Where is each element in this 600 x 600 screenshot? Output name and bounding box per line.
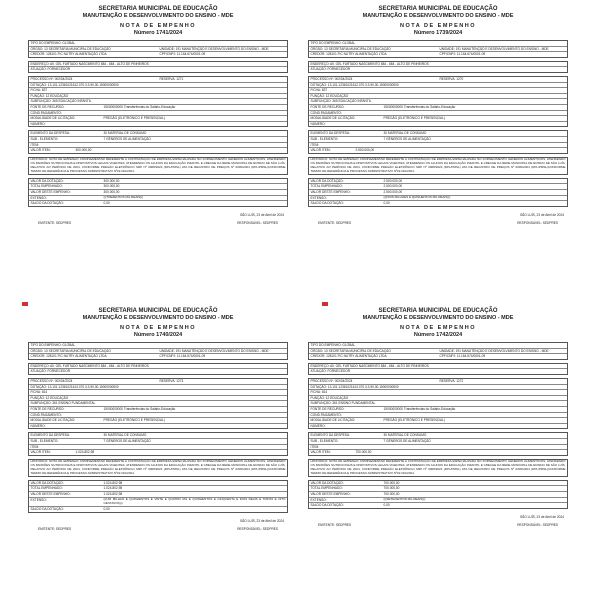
document-header xyxy=(308,6,568,37)
header-line-1: SECRETARIA MUNICIPAL DE EDUCAÇÃO xyxy=(98,308,218,314)
nota-de-empenho-page xyxy=(28,6,288,288)
credor-box xyxy=(28,40,288,58)
orgao: ÓRGÃO: 13 SECRETARIA MUNICIPAL DE EDUCAÇÃO xyxy=(30,46,111,51)
funcao: FUNÇÃO: 12 EDUCAÇÃO xyxy=(310,93,349,98)
signature-line xyxy=(28,221,288,225)
signature-line xyxy=(308,221,568,225)
elemento-label: ELEMENTO DA DESPESA: xyxy=(30,131,70,136)
valores-box xyxy=(28,480,288,513)
sub-elemento-value: 7 GÊNEROS DE ALIMENTAÇÃO xyxy=(103,136,151,141)
document-date: SÃO LUÍS, 23 de Abril de 2024 xyxy=(240,518,284,523)
fonte-value: 15000000000 Transferências do Salário-Educação xyxy=(103,406,176,411)
document-title: NOTA DE EMPENHO xyxy=(400,23,476,29)
valor-item-value: 300.000,00 xyxy=(75,148,92,153)
nota-de-empenho-page xyxy=(28,308,288,590)
endereco-box xyxy=(308,363,568,375)
total-empenhado-label: TOTAL EMPENHADO: xyxy=(310,486,343,491)
numero-label: NÚMERO: xyxy=(310,423,326,428)
extenso-value: (((UM MILHÃO E QUINHENTOS E VINTE E QUATRO MIL E QUINHENTOS E CINQUENTA E DOIS REAIS E TRINTA E OITO CENTAVOS))) xyxy=(103,497,286,505)
historico-box xyxy=(28,459,288,477)
sub-elemento-value: 7 GÊNEROS DE ALIMENTAÇÃO xyxy=(103,438,151,443)
credor: CREDOR: 128101 FIC NUTRY ALIMENTAÇÃO LTDA xyxy=(310,52,387,57)
signature-line xyxy=(308,523,568,527)
fonte-label: FONTE DE RECURSO: xyxy=(30,406,65,411)
historico-text: HISTÓRICO: NOTA DE EMPENHO COMPLEMENTAR REFERENTE A CONTRATAÇÃO DE EMPRESA ESPECIALIZADA NO FORNECIMENTO GÊNEROS ALIMENTÍCIOS, ATENDENDO OS PADRÕES NUTRICIONAIS E DISPOSTIVOS LEGAIS VIGENTES, ATENDENDO OS ALUNOS DA EDUCAÇÃO INFANTIL E CRECHE DA REDE MUNICIPAL DE ENSINO DE SÃO LUÍS, RELATIVO AO PERÍODO DE 2024, CONFORME PREGÃO ELETRÔNICO SRP Nº 0008/2024 (DPL/PMSL) ATA DE REGISTRO DE PREÇOS Nº 0000/2024 (DPL/PMSL)CONFORME TERMO DE REFERÊNCIA E PROCESSO ADMINISTRATIVO Nº02.210/2024. xyxy=(30,157,286,173)
header-line-1: SECRETARIA MUNICIPAL DE EDUCAÇÃO xyxy=(378,308,498,314)
elemento-value: 30 MATERIAL DE CONSUMO xyxy=(383,433,427,438)
sub-elemento-value: 7 GÊNEROS DE ALIMENTAÇÃO xyxy=(383,136,431,141)
document-header xyxy=(28,6,288,37)
endereco-box xyxy=(28,61,288,73)
tipo-empenho: TIPO DO EMPENHO: GLOBAL xyxy=(310,41,356,45)
endereco: ENDEREÇO: AV. GEL FURTADO NASCIMENTO 684 - 684 - ALTO DE PINHEIROS xyxy=(30,61,149,66)
valor-deste-label: VALOR DESTE EMPENHO: xyxy=(30,492,71,497)
valor-dotacao-value: 2.500.000,00 xyxy=(383,178,403,183)
ficha: FICHA: 837 xyxy=(310,88,328,93)
valor-item-value: 700.000,00 xyxy=(355,450,372,455)
processo: PROCESSO Nº: 002/04/2024 xyxy=(30,76,73,81)
document-date: SÃO LUÍS, 23 de Abril de 2024 xyxy=(520,515,564,520)
responsavel: RESPONSÁVEL: SEDPRES xyxy=(517,221,558,226)
modalidade-value: PREGÃO (ELETRÔNICO E PRESENCIAL) xyxy=(103,418,165,423)
modalidade-label: MODALIDADE DE LICITAÇÃO: xyxy=(310,116,356,121)
saldo-value: 0,00 xyxy=(383,201,390,206)
endereco-box xyxy=(308,61,568,73)
cond-pagamento: COND.PAGAMENTO: xyxy=(30,412,62,417)
extenso-value: (((SETECENTOS MIL REAIS))) xyxy=(383,497,426,502)
valores-box xyxy=(308,480,568,509)
cond-pagamento: COND.PAGAMENTO: xyxy=(310,412,342,417)
endereco-box xyxy=(28,363,288,375)
header-line-2: MANUTENÇÃO E DESENVOLVIMENTO DO ENSINO - MDE xyxy=(82,13,234,19)
unidade: UNIDADE: 191 MANUTENÇÃO E DESENVOLVIMENTO DO ENSINO - MDE xyxy=(159,348,269,353)
valor-item-value: 1.024.802,98 xyxy=(75,450,95,455)
tipo-empenho: TIPO DO EMPENHO: GLOBAL xyxy=(30,343,76,347)
cpf-cnpj: CPF/CNPJ: 11.164.674/0001-09 xyxy=(439,354,486,359)
document-date: SÃO LUÍS, 23 de Abril de 2024 xyxy=(520,213,564,218)
valores-box xyxy=(308,178,568,207)
valor-deste-label: VALOR DESTE EMPENHO: xyxy=(310,190,351,195)
sub-elemento-label: SUB - ELEMENTO: xyxy=(30,136,59,141)
atuacao: ATUAÇÃO: FORNECEDOR xyxy=(30,67,71,72)
total-empenhado-value: 300.000,00 xyxy=(103,184,120,189)
emitente: EMITENTE: SEDPRES xyxy=(38,221,72,226)
elemento-label: ELEMENTO DA DESPESA: xyxy=(310,131,350,136)
document-number: Número 1740/2024 xyxy=(133,332,183,338)
fonte-value: 15000000000 Transferências do Salário-Educação xyxy=(383,104,456,109)
total-empenhado-value: 1.024.802,98 xyxy=(103,486,123,491)
endereco: ENDEREÇO: AV. GEL FURTADO NASCIMENTO 684 - 684 - ALTO DE PINHEIROS xyxy=(30,363,149,368)
sub-elemento-value: 7 GÊNEROS DE ALIMENTAÇÃO xyxy=(383,438,431,443)
total-empenhado-label: TOTAL EMPENHADO: xyxy=(30,486,63,491)
emitente: EMITENTE: SEDPRES xyxy=(318,221,352,226)
atuacao: ATUAÇÃO: FORNECEDOR xyxy=(30,369,71,374)
extenso-value: (((DOIS MILHÕES E QUINHENTOS MIL REAIS))) xyxy=(383,195,451,200)
item-label: ITEM: xyxy=(310,142,319,147)
elemento-label: ELEMENTO DA DESPESA: xyxy=(310,433,350,438)
saldo-label: SALDO DA DOTAÇÃO: xyxy=(30,201,64,206)
emitente: EMITENTE: SEDPRES xyxy=(318,523,352,528)
elemento-box xyxy=(308,432,568,455)
valor-dotacao-label: VALOR DA DOTAÇÃO: xyxy=(30,178,64,183)
dotacao: DOTAÇÃO: 13.101.12361021613.070.3.3.90.30.15000000000 xyxy=(30,384,119,389)
responsavel: RESPONSÁVEL: SEDPRES xyxy=(237,221,278,226)
orgao: ÓRGÃO: 13 SECRETARIA MUNICIPAL DE EDUCAÇÃO xyxy=(310,348,391,353)
subfuncao: SUBFUNÇÃO: 365 EDUCAÇÃO INFANTIL xyxy=(310,99,372,104)
reserva: RESERVA: 1271 xyxy=(159,76,184,81)
credor-box xyxy=(308,342,568,360)
modalidade-value: PREGÃO (ELETRÔNICO E PRESENCIAL) xyxy=(383,116,445,121)
cpf-cnpj: CPF/CNPJ: 11.164.674/0001-09 xyxy=(159,354,206,359)
credor: CREDOR: 128101 FIC NUTRY ALIMENTAÇÃO LTDA xyxy=(30,354,107,359)
item-label: ITEM: xyxy=(310,444,319,449)
valor-deste-label: VALOR DESTE EMPENHO: xyxy=(310,492,351,497)
valor-item-label: VALOR ITEM: xyxy=(310,148,331,153)
elemento-box xyxy=(308,130,568,153)
atuacao: ATUAÇÃO: FORNECEDOR xyxy=(310,67,351,72)
modalidade-label: MODALIDADE DE LICITAÇÃO: xyxy=(30,116,76,121)
extenso-label: EXTENSO: xyxy=(310,195,327,200)
dotacao: DOTAÇÃO: 13.101.12361021612.070.3.3.90.30.15000000000 xyxy=(310,82,399,87)
valor-item-label: VALOR ITEM: xyxy=(30,148,51,153)
tipo-empenho: TIPO DO EMPENHO: GLOBAL xyxy=(310,343,356,347)
modalidade-value: PREGÃO (ELETRÔNICO E PRESENCIAL) xyxy=(383,418,445,423)
valor-deste-value: 300.000,00 xyxy=(103,190,120,195)
cond-pagamento: COND.PAGAMENTO: xyxy=(30,110,62,115)
extenso-label: EXTENSO: xyxy=(30,497,47,502)
processo: PROCESSO Nº: 002/04/2024 xyxy=(310,378,353,383)
document-header xyxy=(308,308,568,339)
endereco: ENDEREÇO: AV. GEL FURTADO NASCIMENTO 684 - 684 - ALTO DE PINHEIROS xyxy=(310,61,429,66)
document-number: Número 1741/2024 xyxy=(133,30,183,36)
credor-box xyxy=(308,40,568,58)
saldo-label: SALDO DA DOTAÇÃO: xyxy=(30,507,64,512)
sub-elemento-label: SUB - ELEMENTO: xyxy=(310,136,339,141)
header-line-2: MANUTENÇÃO E DESENVOLVIMENTO DO ENSINO - MDE xyxy=(82,315,234,321)
valor-deste-label: VALOR DESTE EMPENHO: xyxy=(30,190,71,195)
header-line-1: SECRETARIA MUNICIPAL DE EDUCAÇÃO xyxy=(378,6,498,12)
historico-box xyxy=(308,459,568,477)
valor-dotacao-value: 700.000,00 xyxy=(383,480,400,485)
reserva: RESERVA: 1273 xyxy=(159,378,184,383)
dotacao: DOTAÇÃO: 13.101.12361021612.070.3.3.90.30.15000000000 xyxy=(30,82,119,87)
dotacao-box xyxy=(308,378,568,429)
saldo-label: SALDO DA DOTAÇÃO: xyxy=(310,503,344,508)
extenso-label: EXTENSO: xyxy=(30,195,47,200)
valor-deste-value: 700.000,00 xyxy=(383,492,400,497)
elemento-value: 30 MATERIAL DE CONSUMO xyxy=(383,131,427,136)
historico-text: HISTÓRICO: NOTA DE EMPENHO COMPLEMENTAR REFERENTE A CONTRATAÇÃO DE EMPRESA ESPECIALIZADA NO FORNECIMENTO GÊNEROS ALIMENTÍCIOS, ATENDENDO OS PADRÕES NUTRICIONAIS E DISPOSTIVOS LEGAIS VIGENTES, ATENDENDO OS ALUNOS DA EDUCAÇÃO INFANTIL E CRECHE DA REDE MUNICIPAL DE ENSINO DE SÃO LUÍS, RELATIVO AO PERÍODO DE 2024, CONFORME PREGÃO ELETRÔNICO SRP Nº 0008/2024 (DPL/PMSL) ATA DE REGISTRO DE PREÇOS Nº 0000/2024 (DPL/PMSL)CONFORME TERMO DE REFERÊNCIA E PROCESSO ADMINISTRATIVO Nº02.210/2024. xyxy=(30,459,286,475)
valor-item-value: 2.500.000,00 xyxy=(355,148,375,153)
dotacao: DOTAÇÃO: 13.101.12361021613.070.3.3.90.30.15000000000 xyxy=(310,384,399,389)
subfuncao: SUBFUNÇÃO: 365 EDUCAÇÃO INFANTIL xyxy=(30,99,92,104)
numero-label: NÚMERO: xyxy=(310,121,326,126)
extenso-label: EXTENSO: xyxy=(310,497,327,502)
total-empenhado-label: TOTAL EMPENHADO: xyxy=(310,184,343,189)
dotacao-box xyxy=(308,76,568,127)
saldo-value: 0,00 xyxy=(103,507,110,512)
credor: CREDOR: 128101 FIC NUTRY ALIMENTAÇÃO LTDA xyxy=(30,52,107,57)
valores-box xyxy=(28,178,288,207)
tipo-empenho: TIPO DO EMPENHO: GLOBAL xyxy=(30,41,76,45)
signature-line xyxy=(28,527,288,531)
elemento-box xyxy=(28,130,288,153)
valor-dotacao-label: VALOR DA DOTAÇÃO: xyxy=(310,480,344,485)
credor-box xyxy=(28,342,288,360)
document-header xyxy=(28,308,288,339)
cpf-cnpj: CPF/CNPJ: 11.164.674/0001-09 xyxy=(439,52,486,57)
fonte-label: FONTE DE RECURSO: xyxy=(310,104,345,109)
valor-dotacao-label: VALOR DA DOTAÇÃO: xyxy=(30,480,64,485)
saldo-value: 0,00 xyxy=(383,503,390,508)
unidade: UNIDADE: 191 MANUTENÇÃO E DESENVOLVIMENTO DO ENSINO - MDE xyxy=(159,46,269,51)
total-empenhado-label: TOTAL EMPENHADO: xyxy=(30,184,63,189)
fonte-value: 15000000000 Transferências do Salário-Educação xyxy=(383,406,456,411)
funcao: FUNÇÃO: 12 EDUCAÇÃO xyxy=(310,395,349,400)
elemento-value: 30 MATERIAL DE CONSUMO xyxy=(103,131,147,136)
funcao: FUNÇÃO: 12 EDUCAÇÃO xyxy=(30,395,69,400)
valor-dotacao-value: 1.024.802,98 xyxy=(103,480,123,485)
nota-de-empenho-page xyxy=(308,308,568,590)
page-corner-mark xyxy=(22,302,28,306)
valor-item-label: VALOR ITEM: xyxy=(30,450,51,455)
page-corner-mark xyxy=(322,302,328,306)
reserva: RESERVA: 1272 xyxy=(439,378,464,383)
orgao: ÓRGÃO: 13 SECRETARIA MUNICIPAL DE EDUCAÇÃO xyxy=(310,46,391,51)
saldo-label: SALDO DA DOTAÇÃO: xyxy=(310,201,344,206)
extenso-value: (((TREZENTOS MIL REAIS))) xyxy=(103,195,144,200)
document-title: NOTA DE EMPENHO xyxy=(400,325,476,331)
valor-item-label: VALOR ITEM: xyxy=(310,450,331,455)
total-empenhado-value: 700.000,00 xyxy=(383,486,400,491)
historico-text: HISTÓRICO: NOTA DE EMPENHO COMPLEMENTAR REFERENTE A CONTRATAÇÃO DE EMPRESA ESPECIALIZADA NO FORNECIMENTO GÊNEROS ALIMENTÍCIOS, ATENDENDO OS PADRÕES NUTRICIONAIS E DISPOSTIVOS LEGAIS VIGENTES, ATENDENDO OS ALUNOS DA EDUCAÇÃO INFANTIL E CRECHE DA REDE MUNICIPAL DE ENSINO DE SÃO LUÍS, RELATIVO AO PERÍODO DE 2024, CONFORME PREGÃO ELETRÔNICO SRP Nº 0008/2024 (DPL/PMSL) ATA DE REGISTRO DE PREÇOS Nº 0000/2024 (DPL/PMSL)CONFORME TERMO DE REFERÊNCIA E PROCESSO ADMINISTRATIVO Nº02.210/2024. xyxy=(310,459,566,475)
orgao: ÓRGÃO: 13 SECRETARIA MUNICIPAL DE EDUCAÇÃO xyxy=(30,348,111,353)
cond-pagamento: COND.PAGAMENTO: xyxy=(310,110,342,115)
funcao: FUNÇÃO: 12 EDUCAÇÃO xyxy=(30,93,69,98)
historico-text: HISTÓRICO: NOTA DE EMPENHO COMPLEMENTAR REFERENTE A CONTRATAÇÃO DE EMPRESA ESPECIALIZADA NO FORNECIMENTO GÊNEROS ALIMENTÍCIOS, ATENDENDO OS PADRÕES NUTRICIONAIS E DISPOSTIVOS LEGAIS VIGENTES, ATENDENDO OS ALUNOS DA EDUCAÇÃO INFANTIL E CRECHE DA REDE MUNICIPAL DE ENSINO DE SÃO LUÍS, RELATIVO AO PERÍODO DE 2024, CONFORME PREGÃO ELETRÔNICO SRP Nº 0008/2024 (DPL/PMSL) ATA DE REGISTRO DE PREÇOS Nº 0000/2024 (DPL/PMSL)CONFORME TERMO DE REFERÊNCIA E PROCESSO ADMINISTRATIVO Nº02.210/2024. xyxy=(310,157,566,173)
responsavel: RESPONSÁVEL: SEDPRES xyxy=(517,523,558,528)
atuacao: ATUAÇÃO: FORNECEDOR xyxy=(310,369,351,374)
document-title: NOTA DE EMPENHO xyxy=(120,325,196,331)
reserva: RESERVA: 1270 xyxy=(439,76,464,81)
nota-de-empenho-page xyxy=(308,6,568,288)
document-number: Número 1742/2024 xyxy=(413,332,463,338)
elemento-label: ELEMENTO DA DESPESA: xyxy=(30,433,70,438)
elemento-value: 30 MATERIAL DE CONSUMO xyxy=(103,433,147,438)
credor: CREDOR: 128101 FIC NUTRY ALIMENTAÇÃO LTDA xyxy=(310,354,387,359)
valor-deste-value: 1.024.802,98 xyxy=(103,492,123,497)
subfuncao: SUBFUNÇÃO: 361 ENSINO FUNDAMENTAL xyxy=(310,401,376,406)
numero-label: NÚMERO: xyxy=(30,121,46,126)
sub-elemento-label: SUB - ELEMENTO: xyxy=(30,438,59,443)
ficha: FICHA: 814 xyxy=(30,390,48,395)
item-label: ITEM: xyxy=(30,142,39,147)
modalidade-label: MODALIDADE DE LICITAÇÃO: xyxy=(310,418,356,423)
dotacao-box xyxy=(28,378,288,429)
elemento-box xyxy=(28,432,288,455)
total-empenhado-value: 2.500.000,00 xyxy=(383,184,403,189)
processo: PROCESSO Nº: 002/04/2024 xyxy=(310,76,353,81)
valor-dotacao-value: 300.000,00 xyxy=(103,178,120,183)
valor-deste-value: 2.500.000,00 xyxy=(383,190,403,195)
document-number: Número 1739/2024 xyxy=(413,30,463,36)
numero-label: NÚMERO: xyxy=(30,423,46,428)
header-line-2: MANUTENÇÃO E DESENVOLVIMENTO DO ENSINO - MDE xyxy=(362,315,514,321)
valor-dotacao-label: VALOR DA DOTAÇÃO: xyxy=(310,178,344,183)
emitente: EMITENTE: SEDPRES xyxy=(38,526,72,531)
document-title: NOTA DE EMPENHO xyxy=(120,23,196,29)
sub-elemento-label: SUB - ELEMENTO: xyxy=(310,438,339,443)
item-label: ITEM: xyxy=(30,444,39,449)
endereco: ENDEREÇO: AV. GEL FURTADO NASCIMENTO 684 - 684 - ALTO DE PINHEIROS xyxy=(310,363,429,368)
processo: PROCESSO Nº: 002/04/2024 xyxy=(30,378,73,383)
modalidade-value: PREGÃO (ELETRÔNICO E PRESENCIAL) xyxy=(103,116,165,121)
subfuncao: SUBFUNÇÃO: 361 ENSINO FUNDAMENTAL xyxy=(30,401,96,406)
historico-box xyxy=(308,157,568,175)
historico-box xyxy=(28,157,288,175)
modalidade-label: MODALIDADE DE LICITAÇÃO: xyxy=(30,418,76,423)
header-line-2: MANUTENÇÃO E DESENVOLVIMENTO DO ENSINO - MDE xyxy=(362,13,514,19)
fonte-value: 15000000000 Transferências do Salário-Educação xyxy=(103,104,176,109)
header-line-1: SECRETARIA MUNICIPAL DE EDUCAÇÃO xyxy=(98,6,218,12)
ficha: FICHA: 814 xyxy=(310,390,328,395)
ficha: FICHA: 837 xyxy=(30,88,48,93)
cpf-cnpj: CPF/CNPJ: 11.164.674/0001-09 xyxy=(159,52,206,57)
document-date: SÃO LUÍS, 23 de Abril de 2024 xyxy=(240,213,284,218)
saldo-value: 0,00 xyxy=(103,201,110,206)
unidade: UNIDADE: 191 MANUTENÇÃO E DESENVOLVIMENTO DO ENSINO - MDE xyxy=(439,46,549,51)
dotacao-box xyxy=(28,76,288,127)
fonte-label: FONTE DE RECURSO: xyxy=(30,104,65,109)
fonte-label: FONTE DE RECURSO: xyxy=(310,406,345,411)
unidade: UNIDADE: 191 MANUTENÇÃO E DESENVOLVIMENTO DO ENSINO - MDE xyxy=(439,348,549,353)
responsavel: RESPONSÁVEL: SEDPRES xyxy=(237,526,278,531)
